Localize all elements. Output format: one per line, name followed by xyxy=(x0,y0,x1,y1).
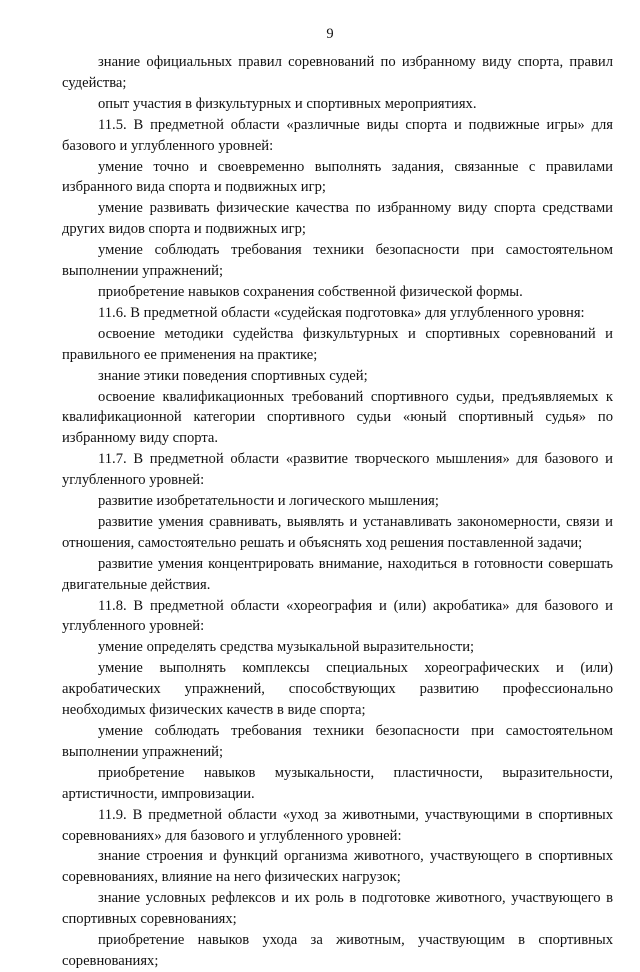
paragraph: освоение методики судейства физкультурных и спортивных соревнований и правильного ее применения на практике; xyxy=(62,325,613,363)
paragraph: знание строения и функций организма животного, участвующего в спортивных соревнованиях, влияние на него физических нагрузок; xyxy=(62,848,613,886)
paragraph: умение выполнять комплексы специальных хореографических и (или) акробатических упражнений, способствующих развитию профессионально необходимых физических качеств в виде спорта; xyxy=(62,660,613,719)
paragraph: приобретение навыков ухода за животным, участвующим в спортивных соревнованиях; xyxy=(62,932,613,969)
section-heading-11-5: 11.5. В предметной области «различные виды спорта и подвижные игры» для базового и углубленного уровней: xyxy=(62,116,613,154)
section-heading-11-7: 11.7. В предметной области «развитие творческого мышления» для базового и углубленного уровней: xyxy=(62,451,613,489)
paragraph: знание условных рефлексов и их роль в подготовке животного, участвующего в спортивных соревнованиях; xyxy=(62,890,613,928)
paragraph: развитие умения сравнивать, выявлять и устанавливать закономерности, связи и отношения, самостоятельно решать и объяснять ход решения поставленной задачи; xyxy=(62,513,613,551)
paragraph: знание этики поведения спортивных судей; xyxy=(98,367,368,384)
paragraph: знание официальных правил соревнований по избранному виду спорта, правил судейства; xyxy=(62,54,613,91)
paragraph: развитие умения концентрировать внимание, находиться в готовности совершать двигательные действия. xyxy=(62,555,613,593)
paragraph: умение точно и своевременно выполнять задания, связанные с правилами избранного вида спорта и подвижных игр; xyxy=(62,158,613,196)
paragraph: приобретение навыков сохранения собственной физической формы. xyxy=(98,283,523,300)
paragraph: опыт участия в физкультурных и спортивных мероприятиях. xyxy=(98,95,477,112)
section-heading-11-9: 11.9. В предметной области «уход за животными, участвующими в спортивных соревнованиях» для базового и углубленного уровней: xyxy=(62,806,613,844)
section-heading-11-8: 11.8. В предметной области «хореография и (или) акробатика» для базового и углубленного уровней: xyxy=(62,597,613,635)
paragraph: приобретение навыков музыкальности, пластичности, выразительности, артистичности, импровизации. xyxy=(62,764,613,802)
paragraph: умение соблюдать требования техники безопасности при самостоятельном выполнении упражнений; xyxy=(62,723,613,760)
paragraph: развитие изобретательности и логического мышления; xyxy=(98,493,439,510)
section-heading-11-6: 11.6. В предметной области «судейская подготовка» для углубленного уровня: xyxy=(98,304,585,321)
paragraph: умение соблюдать требования техники безопасности при самостоятельном выполнении упражнений; xyxy=(62,242,613,280)
paragraph: освоение квалификационных требований спортивного судьи, предъявляемых к квалификационной категории спортивного судьи «юный спортивный судья» по избранному виду спорта. xyxy=(62,388,613,447)
paragraph: умение определять средства музыкальной выразительности; xyxy=(98,639,475,656)
document-body xyxy=(62,52,613,972)
paragraph: умение развивать физические качества по избранному виду спорта средствами других видов спорта и подвижных игр; xyxy=(62,200,613,238)
page-number: 9 xyxy=(326,26,334,42)
